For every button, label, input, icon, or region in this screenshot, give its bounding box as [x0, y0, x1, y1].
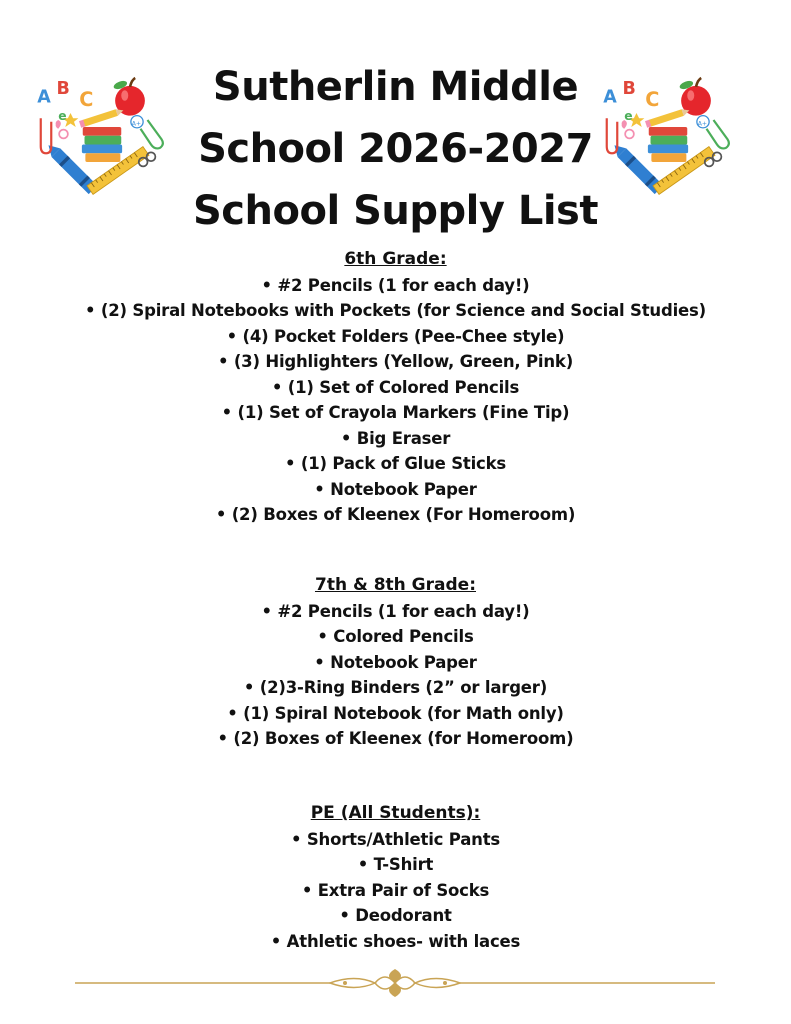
- school-supplies-heart-icon: [598, 70, 738, 205]
- list-item: • #2 Pencils (1 for each day!): [261, 275, 530, 295]
- list-item: • #2 Pencils (1 for each day!): [261, 601, 530, 621]
- list-item: • Deodorant: [339, 906, 452, 925]
- list-item: • (1) Set of Colored Pencils: [271, 377, 520, 397]
- list-item: • (1) Set of Crayola Markers (Fine Tip): [221, 403, 570, 422]
- section-7th-8th-grade: [0, 573, 791, 752]
- supply-list: [0, 827, 791, 955]
- list-item: • Colored Pencils: [317, 627, 474, 646]
- list-item: • Notebook Paper: [314, 652, 477, 672]
- section-pe: [0, 801, 791, 954]
- title-line: School Supply List: [193, 188, 598, 234]
- gold-flourish-divider-icon: [75, 966, 715, 1000]
- list-item: • (1) Pack of Glue Sticks: [284, 454, 507, 473]
- list-item: • Notebook Paper: [314, 479, 477, 499]
- supply-list: [0, 599, 791, 752]
- list-item: • (2) Spiral Notebooks with Pockets (for Science and Social Studies): [85, 301, 706, 320]
- supply-list: [0, 273, 791, 528]
- section-heading: PE (All Students):: [310, 803, 481, 823]
- list-item: • (2) Boxes of Kleenex (for Homeroom): [217, 729, 574, 748]
- list-item: • (2)3-Ring Binders (2” or larger): [243, 678, 548, 697]
- section-heading: 6th Grade:: [344, 249, 447, 269]
- list-item: • Big Eraser: [340, 428, 451, 448]
- page-title: [170, 56, 621, 242]
- title-line: School 2026-2027: [198, 126, 593, 172]
- section-6th-grade: [0, 247, 791, 528]
- list-item: • (1) Spiral Notebook (for Math only): [227, 703, 564, 723]
- school-supplies-heart-icon: [32, 70, 172, 205]
- list-item: • (3) Highlighters (Yellow, Green, Pink): [217, 352, 574, 371]
- list-item: • (2) Boxes of Kleenex (For Homeroom): [215, 505, 576, 524]
- list-item: • T-Shirt: [357, 855, 434, 874]
- section-heading: 7th & 8th Grade:: [314, 575, 476, 595]
- list-item: • Shorts/Athletic Pants: [290, 829, 501, 849]
- list-item: • (4) Pocket Folders (Pee-Chee style): [226, 326, 565, 346]
- title-line: Sutherlin Middle: [212, 64, 579, 110]
- list-item: • Athletic shoes- with laces: [270, 931, 521, 951]
- list-item: • Extra Pair of Socks: [301, 880, 490, 900]
